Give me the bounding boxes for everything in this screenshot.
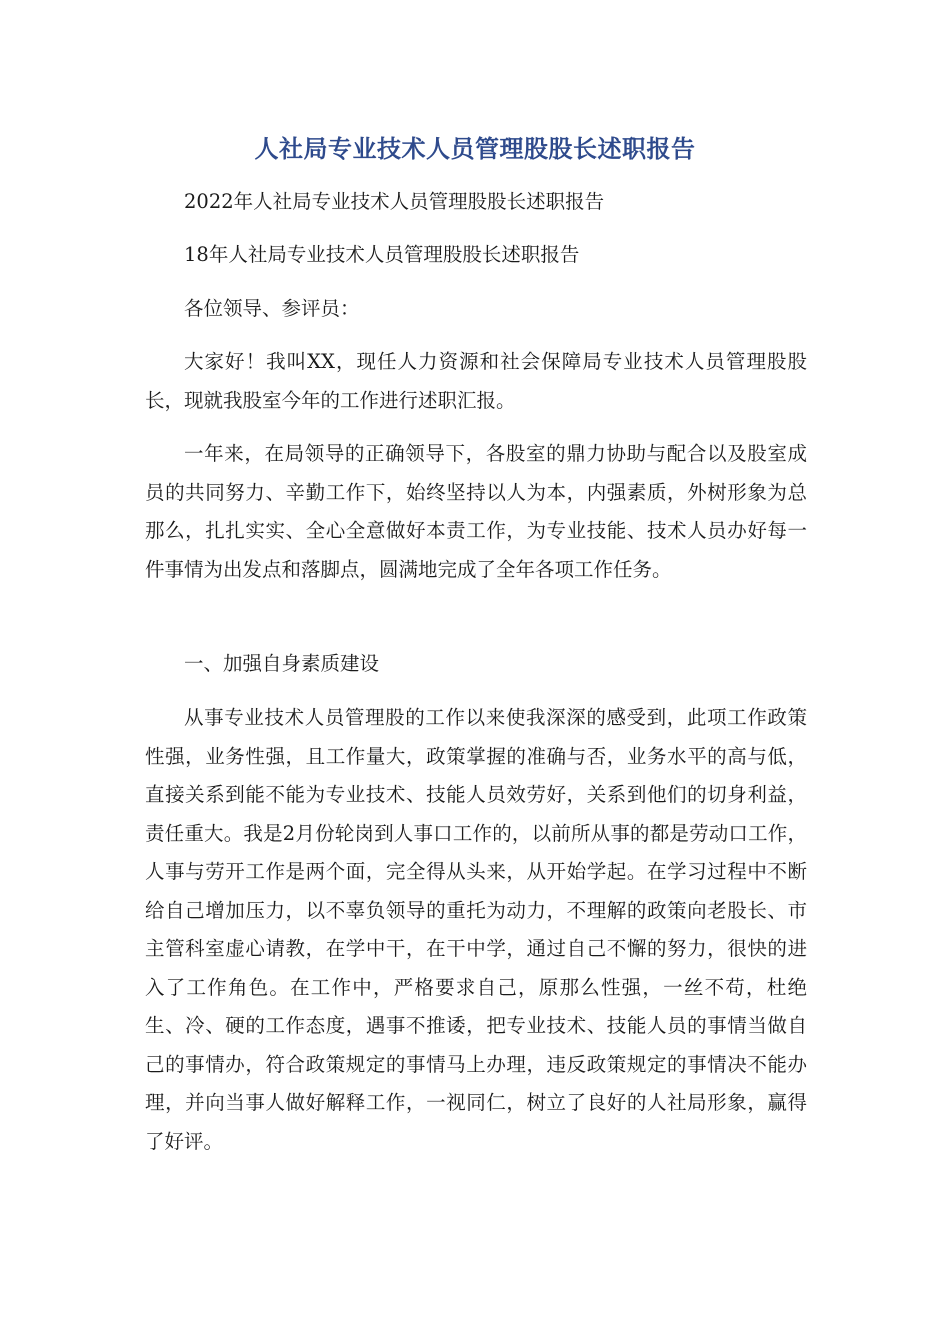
paragraph-subtitle-2022: 2022年人社局专业技术人员管理股股长述职报告 xyxy=(184,190,605,213)
document-body xyxy=(145,645,807,684)
paragraph-overview: 一年来，在局领导的正确领导下，各股室的鼎力协助与配合以及股室成员的共同努力、辛勤工作下，始终坚持以人为本，内强素质，外树形象为总那么，扎扎实实、全心全意做好本责工作，为专业技能、技术人员办好每一件事情为出发点和落脚点，圆满地完成了全年各项工作任务。 xyxy=(145,442,807,581)
document-body xyxy=(145,236,807,275)
section-heading-1: 一、加强自身素质建设 xyxy=(184,652,380,675)
paragraph-greeting: 大家好！我叫XX，现任人力资源和社会保障局专业技术人员管理股股长，现就我股室今年的工作进行述职汇报。 xyxy=(145,350,807,412)
document-title: 人社局专业技术人员管理股股长述职报告 xyxy=(254,135,696,163)
document-body xyxy=(145,435,807,589)
document-body xyxy=(145,699,807,1161)
paragraph-section-1: 从事专业技术人员管理股的工作以来使我深深的感受到，此项工作政策性强，业务性强，且工作量大，政策掌握的准确与否，业务水平的高与低，直接关系到能不能为专业技术、技能人员效劳好，关系到他们的切身利益，责任重大。我是2月份轮岗到人事口工作的，以前所从事的都是劳动口工作，人事与劳开工作是两个面，完全得从头来，从开始学起。在学习过程中不断给自己增加压力，以不辜负领导的重托为动力，不理解的政策向老股长、市主管科室虚心请教，在学中干，在干中学，通过自己不懈的努力，很快的进入了工作角色。在工作中，严格要求自己，原那么性强，一丝不苟，杜绝生、冷、硬的工作态度，遇事不推诿，把专业技术、技能人员的事情当做自己的事情办，符合政策规定的事情马上办理，违反政策规定的事情决不能办理，并向当事人做好解释工作，一视同仁，树立了良好的人社局形象，赢得了好评。 xyxy=(145,706,807,1153)
paragraph-salutation: 各位领导、参评员： xyxy=(184,297,360,320)
document-body xyxy=(145,290,807,329)
document-body xyxy=(145,343,807,420)
document-body xyxy=(145,183,807,222)
paragraph-subtitle-18: 18年人社局专业技术人员管理股股长述职报告 xyxy=(184,243,580,266)
